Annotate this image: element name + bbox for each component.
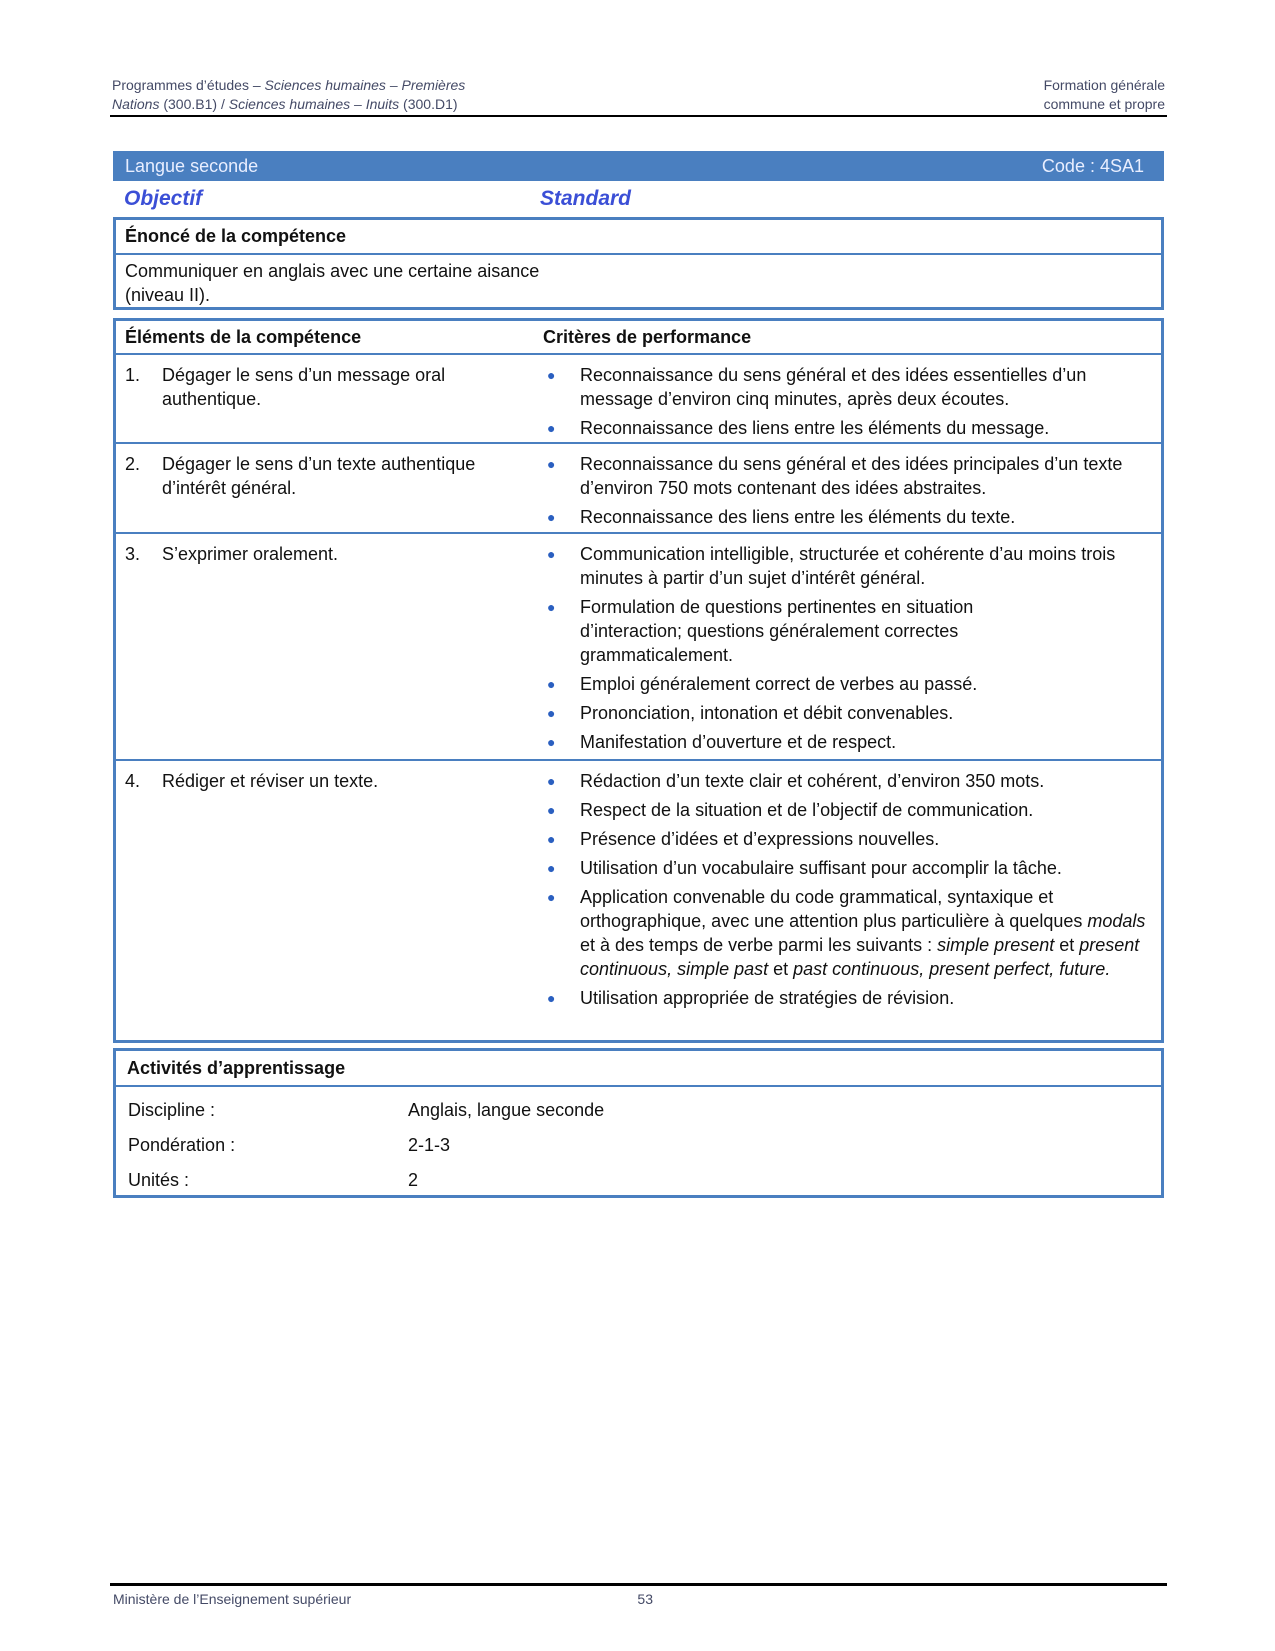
criterion-item: ● Utilisation appropriée de stratégies de révision. (543, 986, 1161, 1010)
page-footer (113, 1591, 653, 1607)
bullet-icon: ● (547, 456, 556, 472)
page-header-line-2 (112, 95, 1165, 114)
bullet-icon: ● (547, 705, 556, 721)
element-number: 4. (125, 771, 141, 791)
program-subtitle-italic-a: Nations (112, 96, 160, 112)
criterion-item: ● Formulation de questions pertinentes en situation d’interaction; questions généralement correctes grammaticalement. (543, 595, 1161, 667)
criterion-item: ● Reconnaissance du sens général et des idées principales d’un texte d’environ 750 mots contenant des idées abstraites. (543, 452, 1161, 500)
bullet-icon: ● (547, 599, 556, 615)
bullet-icon: ● (547, 676, 556, 692)
element-row-4 (116, 761, 1161, 1043)
page-header (112, 76, 1165, 114)
bullet-icon: ● (547, 831, 556, 847)
ponderation-row: Pondération : 2-1-3 (128, 1135, 451, 1155)
criterion-item-grammar (543, 885, 1161, 981)
formation-label-line-2: commune et propre (1043, 96, 1165, 112)
standard-label: Standard (540, 187, 632, 210)
bullet-icon: ● (547, 420, 556, 436)
formation-label-line-1: Formation générale (1043, 77, 1165, 93)
element-row-1 (116, 355, 1161, 444)
program-title (112, 76, 465, 95)
bullet-icon: ● (547, 546, 556, 562)
element-text: Dégager le sens d’un texte authentique d’intérêt général. (162, 454, 476, 498)
element-text: Rédiger et réviser un texte. (162, 771, 379, 791)
program-title-italic: Sciences humaines – Premières (264, 77, 466, 93)
criterion-item: ● Prononciation, intonation et débit convenables. (543, 701, 1161, 725)
criterion-item: ● Manifestation d’ouverture et de respect. (543, 730, 1161, 754)
enonce-heading: Énoncé de la compétence (116, 220, 1161, 255)
element-text: Dégager le sens d’un message oral authentique. (162, 365, 446, 409)
criterion-item: ● Utilisation d’un vocabulaire suffisant pour accomplir la tâche. (543, 856, 1161, 880)
criterion-item: ● Rédaction d’un texte clair et cohérent, d’environ 350 mots. (543, 769, 1161, 793)
element-row-3 (116, 534, 1161, 761)
activites-section (113, 1048, 1164, 1198)
subject-title: Langue seconde (125, 155, 259, 176)
program-subtitle-italic-b: Sciences humaines – Inuits (228, 96, 400, 112)
page-header-line-1 (112, 76, 1165, 95)
criterion-item: ● Emploi généralement correct de verbes au passé. (543, 672, 1161, 696)
element-number: 3. (125, 544, 141, 564)
program-subtitle (112, 95, 458, 114)
program-subtitle-code-b: (300.D1) (399, 96, 458, 112)
objective-label: Objectif (124, 187, 203, 210)
elements-section (113, 318, 1164, 1043)
ministry-name: Ministère de l’Enseignement supérieur (113, 1591, 352, 1607)
bullet-icon: ● (547, 773, 556, 789)
discipline-row: Discipline : Anglais, langue seconde (128, 1100, 605, 1120)
criterion-item: ● Respect de la situation et de l’objectif de communication. (543, 798, 1161, 822)
page-number: 53 (637, 1591, 653, 1607)
criteria-heading: Critères de performance (543, 326, 752, 347)
enonce-text: Communiquer en anglais avec une certaine aisance (niveau II). (125, 261, 540, 305)
objective-standard-row (113, 184, 1164, 214)
program-subtitle-code-a: (300.B1) / (159, 96, 229, 112)
header-divider (110, 115, 1167, 117)
criterion-item: ● Communication intelligible, structurée et cohérente d’au moins trois minutes à partir d’un sujet d’intérêt général. (543, 542, 1161, 590)
element-number: 2. (125, 454, 141, 474)
unites-row: Unités : 2 (128, 1170, 419, 1190)
elements-heading: Éléments de la compétence (125, 326, 362, 347)
element-number: 1. (125, 365, 141, 385)
program-title-prefix: Programmes d’études – (112, 77, 265, 93)
competency-code: Code : 4SA1 (1041, 155, 1144, 176)
bullet-icon: ● (547, 860, 556, 876)
criterion-item: ● Reconnaissance du sens général et des idées essentielles d’un message d’environ cinq minutes, après deux écoutes. (543, 363, 1161, 411)
criterion-item: ● Présence d’idées et d’expressions nouvelles. (543, 827, 1161, 851)
bullet-icon: ● (547, 734, 556, 750)
bullet-icon: ● (547, 802, 556, 818)
bullet-icon: ● (547, 367, 556, 383)
criterion-item: ● Reconnaissance des liens entre les éléments du message. (543, 416, 1161, 440)
activites-heading: Activités d’apprentissage (116, 1051, 1161, 1087)
grammar-criterion-text: Application convenable du code grammatical, syntaxique et orthographique, avec une attention plus particulière à quelques modals et à des temps de verbe parmi les suivants : simple present et present continuous, simple past et past continuous, present perfect, future. (580, 887, 1146, 979)
footer-divider (110, 1583, 1167, 1586)
competency-title-bar (113, 151, 1164, 181)
bullet-icon: ● (547, 509, 556, 525)
element-text: S’exprimer oralement. (162, 544, 339, 564)
bullet-icon: ● (547, 990, 556, 1006)
element-row-2 (116, 444, 1161, 534)
enonce-section (113, 217, 1164, 310)
criterion-item: ● Reconnaissance des liens entre les éléments du texte. (543, 505, 1161, 529)
bullet-icon: ● (547, 889, 556, 905)
elements-header-row (116, 321, 1161, 355)
